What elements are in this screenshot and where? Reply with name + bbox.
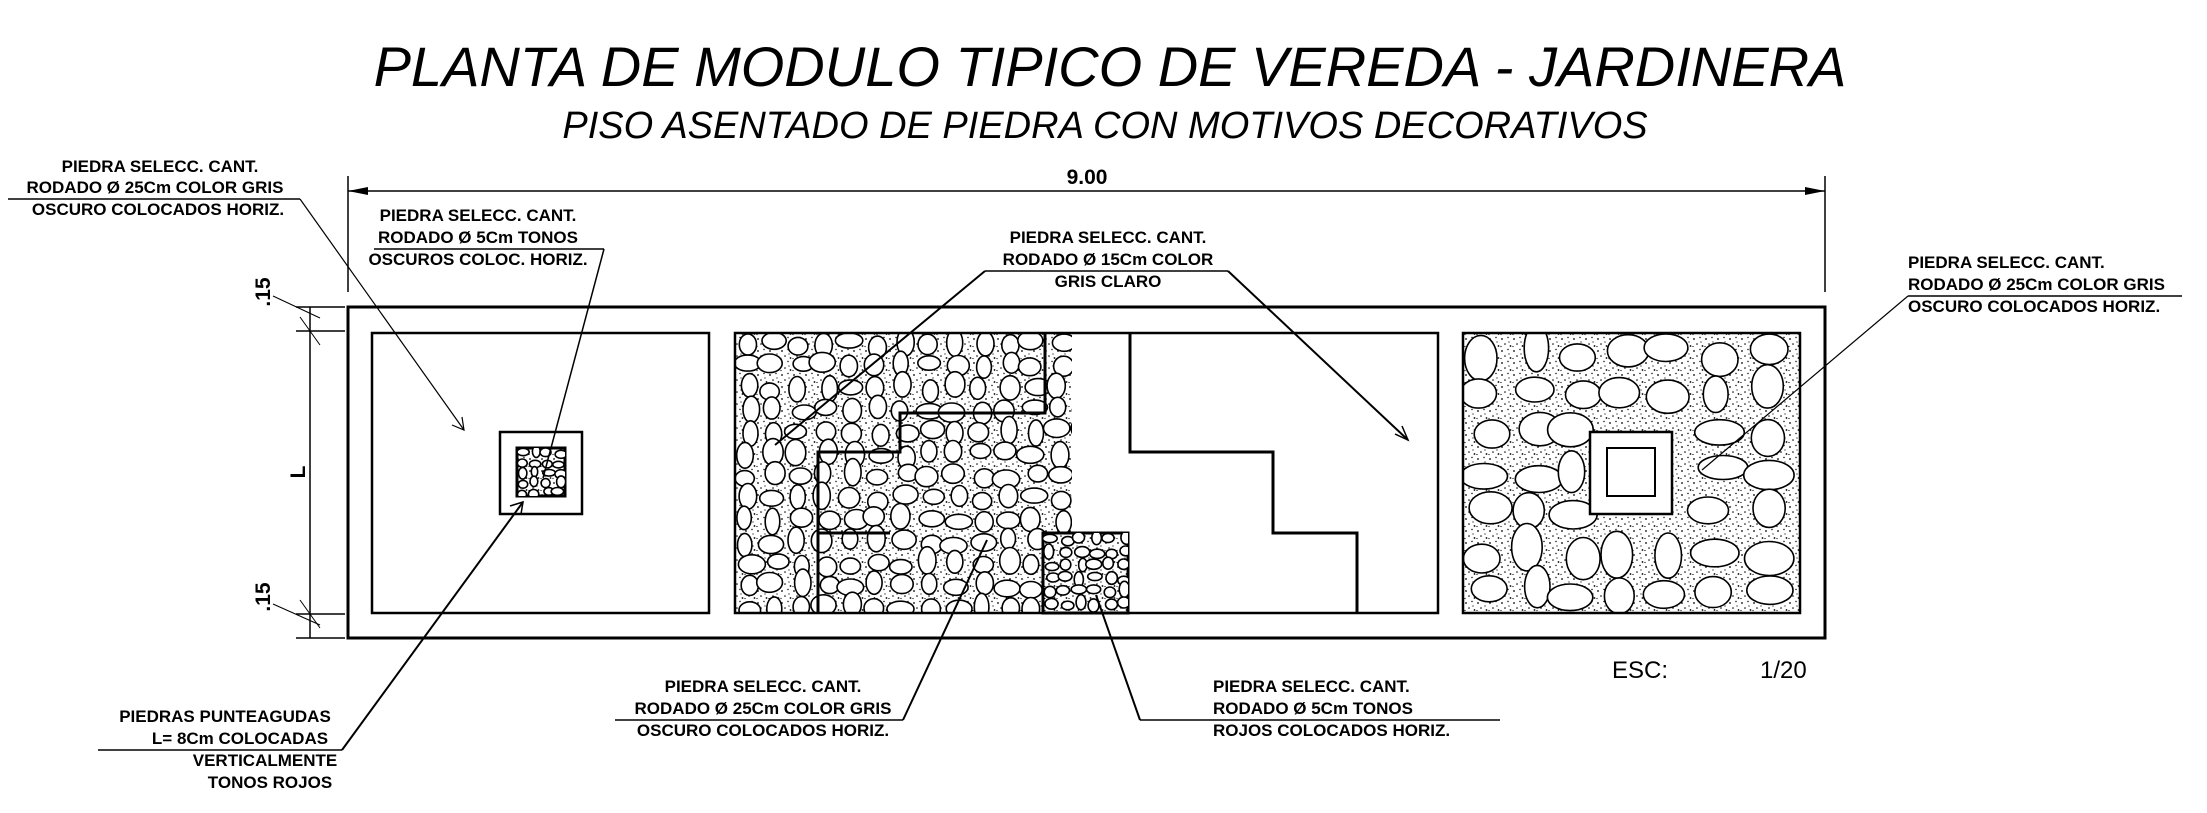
stone-shape — [1103, 381, 1128, 397]
stone-shape — [945, 372, 965, 397]
stone-shape — [840, 355, 857, 377]
stone-shape — [1071, 418, 1092, 440]
stone-shape — [1126, 471, 1150, 487]
stone-shape — [1060, 547, 1072, 557]
stone-shape — [1099, 416, 1117, 440]
stone-shape — [1566, 381, 1602, 409]
stone-shape — [1154, 557, 1173, 577]
stone-shape — [1702, 343, 1738, 377]
stone-shape — [809, 352, 835, 372]
stone-shape — [997, 512, 1020, 529]
stone-shape — [817, 557, 836, 577]
stone-shape — [1029, 420, 1044, 446]
stone-shape — [872, 424, 889, 446]
stone-shape — [760, 490, 784, 506]
stone-shape — [1086, 559, 1102, 569]
stone-shape — [1257, 509, 1283, 524]
stone-shape — [1688, 497, 1729, 524]
stone-shape — [1607, 335, 1648, 367]
note-top-center-left-line-3: OSCUROS COLOC. HORIZ. — [368, 250, 588, 269]
stone-shape — [1695, 577, 1731, 608]
stone-shape — [977, 356, 992, 378]
stone-shape — [1604, 578, 1634, 614]
stone-shape — [863, 507, 884, 526]
stone-shape — [1062, 601, 1074, 610]
panel-2 — [734, 328, 1438, 622]
stone-shape — [789, 377, 805, 402]
stone-shape — [1305, 577, 1327, 595]
stone-shape — [1058, 572, 1072, 582]
note-top-center-left-line-2: RODADO Ø 5Cm TONOS — [378, 228, 578, 247]
note-top-right-line-3: OSCURO COLOCADOS HORIZ. — [1908, 297, 2161, 316]
stone-shape — [790, 508, 812, 527]
note-bottom-right — [1096, 595, 1500, 740]
stone-shape — [1002, 598, 1019, 619]
stone-shape — [1176, 507, 1203, 526]
stone-shape — [1338, 554, 1358, 573]
stone-shape — [942, 464, 965, 483]
stone-shape — [1134, 532, 1151, 555]
stone-shape — [762, 332, 786, 349]
stone-shape — [819, 511, 840, 529]
stone-shape — [1109, 507, 1123, 528]
stone-shape — [968, 423, 989, 442]
stone-shape — [1469, 492, 1512, 524]
stone-shape — [1235, 508, 1254, 534]
stone-shape — [1566, 538, 1600, 580]
stone-shape — [1050, 397, 1066, 417]
stone-shape — [1512, 524, 1543, 571]
stone-shape — [1120, 546, 1131, 556]
stone-shape — [1051, 442, 1069, 469]
note-bottom-right-line-2: RODADO Ø 5Cm TONOS — [1213, 699, 1413, 718]
panel-1 — [372, 333, 709, 613]
stone-shape — [1265, 596, 1280, 619]
stone-shape — [1128, 579, 1148, 594]
stone-shape — [1052, 491, 1071, 509]
stone-shape — [1255, 554, 1275, 575]
note-bottom-left-line-3: VERTICALMENTE — [192, 751, 338, 770]
stone-shape — [765, 462, 785, 485]
stone-shape — [1018, 358, 1040, 376]
stone-shape — [1474, 420, 1510, 448]
stone-shape — [822, 376, 838, 402]
stone-shape — [1088, 572, 1102, 580]
stone-shape — [1599, 378, 1640, 408]
note-bottom-left-line-1: PIEDRAS PUNTEAGUDAS — [119, 707, 331, 726]
stone-shape — [974, 469, 994, 488]
stone-shape — [845, 459, 862, 486]
stone-shape — [918, 547, 936, 574]
stone-shape — [1228, 536, 1255, 552]
stone-shape — [894, 372, 911, 397]
stone-shape — [1230, 574, 1247, 596]
stone-shape — [741, 575, 758, 595]
note-top-left-line-1: PIEDRA SELECC. CANT. — [61, 157, 259, 176]
stone-shape — [530, 476, 538, 486]
stone-shape — [994, 580, 1020, 597]
stone-shape — [517, 448, 529, 455]
stone-shape — [1056, 586, 1069, 595]
stone-shape — [1121, 493, 1147, 510]
stone-shape — [553, 461, 564, 468]
stone-shape — [994, 442, 1016, 460]
stone-shape — [1118, 559, 1129, 569]
stone-shape — [1104, 587, 1115, 598]
stone-shape — [1173, 533, 1200, 551]
stone-shape — [1078, 336, 1099, 352]
stone-shape — [739, 602, 761, 619]
stone-shape — [1285, 555, 1307, 572]
stone-shape — [945, 514, 972, 529]
stone-shape — [763, 397, 780, 419]
stone-shape — [970, 377, 986, 399]
stone-shape — [1255, 576, 1282, 594]
stone-shape — [1236, 598, 1257, 618]
dimension-top-margin-label: .15 — [252, 277, 275, 307]
dimension-length-label: L — [287, 465, 310, 479]
stone-shape — [739, 334, 756, 355]
stone-shape — [1309, 554, 1328, 574]
stone-shape — [1228, 444, 1248, 469]
stone-shape — [973, 493, 992, 510]
scale-value: 1/20 — [1760, 657, 1807, 684]
stone-shape — [975, 512, 993, 532]
stone-shape — [1124, 445, 1150, 465]
note-bottom-center-line-2: RODADO Ø 25Cm COLOR GRIS — [634, 699, 892, 718]
dimension-bottom-margin-label: .15 — [252, 582, 275, 612]
stone-shape — [1178, 554, 1204, 568]
stone-shape — [1106, 599, 1118, 610]
stone-shape — [1751, 420, 1784, 457]
stone-shape — [1020, 507, 1040, 531]
stone-shape — [1101, 494, 1124, 509]
stone-shape — [1003, 352, 1019, 373]
stone-shape — [1206, 571, 1224, 595]
stone-shape — [788, 527, 804, 553]
stone-shape — [1151, 531, 1178, 548]
stone-shape — [1052, 334, 1075, 351]
stone-shape — [1747, 576, 1793, 604]
note-top-center-line-2: RODADO Ø 15Cm COLOR — [1002, 250, 1214, 269]
stone-shape — [1207, 465, 1228, 482]
stone-shape — [866, 571, 882, 594]
stone-shape — [867, 525, 885, 551]
stone-shape — [1074, 461, 1093, 486]
stone-shape — [1043, 534, 1058, 542]
stone-shape — [841, 423, 861, 443]
stone-shape — [1148, 576, 1173, 595]
stone-shape — [1028, 465, 1047, 482]
stone-shape — [887, 601, 914, 617]
stone-shape — [1745, 542, 1794, 576]
stone-shape — [785, 424, 807, 439]
stone-shape — [1548, 413, 1594, 447]
stone-shape — [922, 599, 941, 619]
scale-label: ESC: — [1612, 657, 1669, 684]
stone-shape — [1655, 533, 1682, 578]
stone-shape — [923, 489, 944, 504]
stone-shape — [741, 374, 757, 398]
stone-shape — [1092, 531, 1102, 545]
stone-shape — [1001, 528, 1016, 549]
stone-shape — [1090, 549, 1105, 558]
stone-shape — [1207, 599, 1225, 622]
stone-shape — [1047, 373, 1065, 398]
stone-shape — [1646, 380, 1689, 413]
stone-shape — [1461, 379, 1497, 408]
stone-shape — [1073, 487, 1093, 506]
stone-shape — [1103, 557, 1114, 569]
stone-shape — [1283, 599, 1310, 619]
stone-shape — [1022, 598, 1040, 621]
stone-shape — [974, 593, 989, 621]
stone-shape — [1200, 486, 1223, 506]
stone-shape — [921, 441, 937, 462]
stone-shape — [813, 482, 830, 509]
stone-shape — [1334, 576, 1354, 596]
stone-shape — [1001, 417, 1017, 444]
stone-shape — [1102, 534, 1114, 543]
stone-shape — [1045, 598, 1058, 609]
stone-shape — [1516, 377, 1554, 402]
stone-shape — [891, 504, 910, 530]
stone-shape — [1202, 508, 1223, 528]
stone-shape — [1155, 467, 1179, 482]
stone-shape — [1558, 451, 1584, 493]
stone-shape — [1524, 324, 1548, 371]
stone-shape — [1465, 336, 1497, 381]
drawing-subtitle: PISO ASENTADO DE PIEDRA CON MOTIVOS DECORATIVOS — [562, 105, 1648, 147]
stone-shape — [923, 380, 939, 403]
stone-shape — [739, 484, 757, 510]
stone-shape — [1229, 492, 1256, 511]
stone-shape — [1185, 486, 1202, 512]
stone-shape — [918, 334, 937, 354]
stone-shape — [757, 573, 783, 593]
stone-shape — [1286, 576, 1304, 600]
stone-shape — [1072, 403, 1099, 418]
stone-shape — [1075, 444, 1093, 464]
stone-shape — [757, 354, 782, 373]
panel-3 — [1460, 324, 1800, 613]
stone-shape — [869, 395, 886, 418]
stone-shape — [1071, 585, 1086, 594]
note-top-right-line-1: PIEDRA SELECC. CANT. — [1908, 253, 2105, 272]
stone-shape — [1199, 447, 1226, 463]
stone-shape — [840, 558, 860, 574]
stone-shape — [1547, 584, 1592, 611]
stone-shape — [1750, 334, 1788, 364]
stone-shape — [1752, 365, 1784, 408]
stone-shape — [1104, 468, 1124, 488]
stone-shape — [1044, 419, 1070, 438]
stone-shape — [517, 459, 527, 467]
stone-shape — [835, 333, 862, 348]
drawing-title: PLANTA DE MODULO TIPICO DE VEREDA - JARDINERA — [373, 35, 1847, 98]
stone-shape — [947, 550, 963, 573]
dimension-total-width-label: 9.00 — [1066, 166, 1108, 189]
stone-shape — [1130, 559, 1155, 574]
stone-shape — [1076, 595, 1086, 610]
stone-shape — [977, 332, 994, 356]
note-bottom-center-line-1: PIEDRA SELECC. CANT. — [664, 677, 862, 696]
stone-shape — [1079, 504, 1095, 530]
stone-shape — [970, 444, 991, 459]
stone-shape — [1691, 539, 1739, 567]
stone-shape — [1254, 536, 1281, 551]
stone-shape — [541, 479, 550, 488]
stone-shape — [1463, 544, 1500, 573]
stone-shape — [768, 554, 789, 569]
note-top-left-line-2: RODADO Ø 25Cm COLOR GRIS — [26, 178, 284, 197]
note-top-center-line-3: GRIS CLARO — [1054, 272, 1162, 291]
note-bottom-right-line-3: ROJOS COLOCADOS HORIZ. — [1213, 721, 1451, 740]
stone-shape — [1179, 471, 1205, 488]
stone-shape — [918, 356, 941, 370]
stone-shape — [1703, 376, 1728, 413]
stone-shape — [1158, 487, 1175, 508]
stone-shape — [951, 486, 967, 507]
stone-shape — [1212, 549, 1227, 575]
stone-shape — [1103, 397, 1119, 417]
stone-shape — [737, 442, 754, 468]
stone-shape — [1257, 489, 1284, 503]
stone-shape — [1000, 376, 1020, 400]
stone-shape — [1073, 532, 1085, 543]
stone-shape — [919, 511, 944, 527]
stone-shape — [1023, 555, 1039, 575]
stone-shape — [1515, 466, 1562, 493]
stone-shape — [1056, 511, 1071, 534]
stone-shape — [891, 575, 914, 594]
stone-shape — [1176, 581, 1199, 598]
stone-shape — [1254, 471, 1275, 486]
stone-shape — [1020, 582, 1042, 599]
stone-shape — [531, 467, 537, 477]
stone-shape — [1017, 446, 1044, 463]
stone-shape — [1044, 544, 1054, 559]
note-top-left-line-3: OSCURO COLOCADOS HORIZ. — [31, 200, 285, 219]
stone-shape — [1525, 565, 1550, 607]
stone-shape — [1229, 466, 1254, 486]
stone-shape — [1075, 357, 1100, 374]
stone-shape — [789, 468, 811, 484]
stone-shape — [1127, 509, 1153, 527]
stone-shape — [737, 506, 751, 529]
stone-shape — [1753, 489, 1785, 527]
stone-shape — [767, 597, 782, 621]
stone-shape — [976, 572, 993, 595]
stone-shape — [1101, 442, 1126, 462]
stone-shape — [1601, 531, 1633, 578]
stone-shape — [792, 405, 816, 420]
stone-shape — [944, 441, 961, 463]
stone-shape — [946, 600, 972, 617]
note-bottom-left-line-2: L= 8Cm COLOCADAS — [151, 729, 329, 748]
stone-shape — [1044, 586, 1056, 597]
note-bottom-center-line-3: OSCURO COLOCADOS HORIZ. — [636, 721, 890, 740]
stone-shape — [1021, 488, 1048, 503]
stone-shape — [785, 440, 806, 466]
stone-shape — [518, 480, 527, 488]
note-top-center-left-line-1: PIEDRA SELECC. CANT. — [379, 206, 577, 225]
stone-shape — [1105, 360, 1128, 379]
stone-shape — [999, 485, 1018, 508]
stone-shape — [816, 422, 835, 441]
stone-shape — [1060, 559, 1071, 570]
note-top-center-left — [368, 206, 604, 478]
stone-shape — [738, 555, 765, 574]
stone-shape — [557, 476, 566, 488]
stone-shape — [1560, 344, 1596, 371]
stone-shape — [1155, 507, 1182, 528]
stone-shape — [1284, 533, 1309, 548]
stone-shape — [1744, 460, 1794, 489]
stone-shape — [795, 569, 811, 596]
stone-shape — [519, 468, 527, 480]
stone-shape — [867, 470, 888, 485]
stone-shape — [1206, 534, 1225, 553]
note-top-right-line-2: RODADO Ø 25Cm COLOR GRIS — [1908, 275, 2165, 294]
stone-shape — [1083, 375, 1098, 397]
stone-shape — [738, 533, 752, 556]
note-top-left — [8, 157, 464, 430]
stone-shape — [551, 488, 563, 496]
stone-shape — [843, 398, 862, 422]
stone-shape — [788, 337, 808, 355]
stone-shape — [1049, 467, 1073, 483]
stone-shape — [765, 508, 780, 535]
dimension-vertical — [252, 277, 345, 638]
stone-shape — [915, 467, 938, 487]
stone-shape — [1075, 547, 1090, 558]
note-bottom-right-line-1: PIEDRA SELECC. CANT. — [1213, 677, 1410, 696]
stone-shape — [1045, 563, 1058, 571]
stone-shape — [838, 488, 859, 509]
stone-shape — [790, 485, 805, 509]
note-bottom-left-line-4: TONOS ROJOS — [207, 773, 333, 792]
stone-shape — [758, 535, 783, 553]
stone-shape — [892, 530, 916, 549]
stone-shape — [1471, 576, 1507, 602]
stone-shape — [868, 555, 889, 571]
stone-shape — [1106, 572, 1117, 585]
stone-shape — [1228, 553, 1247, 571]
stone-shape — [1000, 548, 1021, 575]
stone-shape — [1334, 599, 1360, 618]
stone-shape — [893, 485, 918, 504]
stone-shape — [864, 599, 884, 618]
stone-shape — [921, 420, 945, 438]
stone-shape — [1087, 585, 1101, 594]
stone-shape — [1644, 334, 1688, 362]
stone-shape — [922, 574, 937, 595]
stone-shape — [890, 560, 912, 574]
stone-shape — [1643, 581, 1684, 609]
note-top-center-line-1: PIEDRA SELECC. CANT. — [1009, 228, 1207, 247]
stone-shape — [1460, 464, 1507, 490]
stone-shape — [743, 396, 760, 423]
